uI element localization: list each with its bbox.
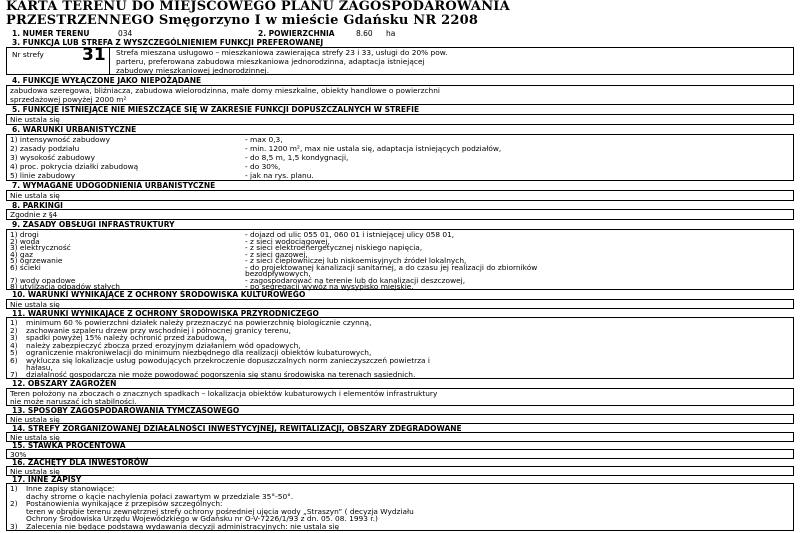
s11-t-6-cont: hałasu, <box>26 363 53 372</box>
s17-t-2b: teren w obrębie terenu zewnętrznej strefy ochrony pośredniej ujęcia wody „Straszyn” ( decyzja Wydziału <box>26 506 414 516</box>
s9-key-3: 3) elektryczność <box>10 243 71 252</box>
s10-text: Nie ustala się <box>10 299 60 309</box>
section-7-box <box>6 190 794 201</box>
s17-t-1b: dachy strome o kącie nachylenia połaci zawartym w przedziale 35°-50°. <box>26 491 294 501</box>
s9-val-5: - z sieci ciepłowniczej lub niskoemisyjnych źródeł lokalnych, <box>245 256 467 265</box>
s6-val-1: - max 0,3, <box>245 135 283 144</box>
section-13-box <box>6 414 794 424</box>
section-7-heading: 7. WYMAGANE UDOGODNIENIA URBANISTYCZNE <box>12 181 216 190</box>
area-value: 8.60 <box>356 29 373 38</box>
s6-key-1: 1) intensywność zabudowy <box>10 135 110 144</box>
s11-t-3: spadki powyżej 15% należy ochronić przed zabudową, <box>26 333 228 342</box>
document-title <box>6 0 794 28</box>
strefa-divider <box>109 47 110 75</box>
s3-line-3: zabudowy mieszkaniowej jednorodzinnej. <box>116 66 270 75</box>
s14-text: Nie ustala się <box>10 432 60 442</box>
s9-key-5: 5) ogrzewanie <box>10 256 63 265</box>
s9-key-4: 4) gaz <box>10 249 34 259</box>
section-8-box <box>6 209 794 220</box>
section-16-box <box>6 466 794 476</box>
s17-t-3: Zalecenia nie będące podstawą wydawania decyzji administracyjnych: nie ustala się <box>26 521 340 531</box>
s8-text: Zgodnie z §4 <box>10 210 58 219</box>
section-17-heading: 17. INNE ZAPISY <box>12 475 82 484</box>
s9-val-8: - po segregacji wywóz na wysypisko miejskie. <box>245 282 414 291</box>
s3-line-1: Strefa mieszana usługowo – mieszkaniowa zawierająca strefy 23 i 33, usługi do 20% pow. <box>116 48 448 57</box>
s11-n-7: 7) <box>10 370 18 379</box>
s4-line-1: zabudowa szeregowa, bliźniacza, zabudowa wielorodzinna, małe domy mieszkalne, obiekty handlowe o powierzchni <box>10 86 440 95</box>
s16-text: Nie ustala się <box>10 466 60 476</box>
section-13-heading: 13. SPOSOBY ZAGOSPODAROWANIA TYMCZASOWEGO <box>12 406 240 415</box>
s12-line-1: Teren położony na zboczach o znacznych spadkach – lokalizacja obiektów kubaturowych i elementów infrastruktury <box>10 388 438 398</box>
s11-t-1: minimum 60 % powierzchni działek należy przeznaczyć na powierzchnię biologicznie czynną, <box>26 318 372 327</box>
section-8-heading: 8. PARKINGI <box>12 201 63 210</box>
section-6-heading: 6. WARUNKI URBANISTYCZNE <box>12 125 137 134</box>
s11-t-2: zachowanie szpaleru drzew przy wschodniej i północnej granicy terenu, <box>26 325 291 335</box>
s15-text: 30% <box>10 449 27 459</box>
section-9-heading: 9. ZASADY OBSŁUGI INFRASTRUKTURY <box>12 220 175 229</box>
s11-n-4: 4) <box>10 340 18 350</box>
s17-n-2: 2) <box>10 499 18 508</box>
s6-val-4: - do 30%, <box>245 162 281 171</box>
title-line-1: KARTA TERENU DO MIEJSCOWEGO PLANU ZAGOSPODAROWANIA <box>6 0 510 14</box>
s9-val-4: - z sieci gazowej, <box>245 249 308 259</box>
s11-t-6: wyklucza się lokalizacje usług powodujących przekroczenie dopuszczalnych norm zanieczyszczeń powietrza i <box>26 355 430 365</box>
section-5-heading: 5. FUNKCJE ISTNIEJĄCE NIE MIESZCZĄCE SIĘ W ZAKRESIE FUNKCJI DOPUSZCZALNYCH W STREFIE <box>12 105 420 114</box>
s9-val-2: - z sieci wodociągowej, <box>245 236 330 246</box>
s3-line-2: parteru, preferowana zabudowa mieszkaniowa jednorodzinna, adaptacja istniejącej <box>116 57 425 66</box>
title-line-2: PRZESTRZENNEGO Smęgorzyno I w mieście Gdańsku NR 2208 <box>6 13 479 28</box>
s6-val-5: - jak na rys. planu. <box>245 171 314 180</box>
section-10-box <box>6 299 794 309</box>
s17-t-1: Inne zapisy stanowiące: <box>26 484 115 493</box>
s9-key-8: 8) utylizacja odpadów stałych <box>10 282 120 291</box>
s6-val-3: - do 8,5 m, 1,5 kondygnacji, <box>245 153 349 162</box>
section-10-heading: 10. WARUNKI WYNIKAJĄCE Z OCHRONY ŚRODOWISKA KULTUROWEGO <box>12 290 306 299</box>
section-2-label: 2. POWIERZCHNIA <box>258 29 335 38</box>
area-unit: ha <box>386 29 396 38</box>
s9-val-6: - do projektowanej kanalizacji sanitarnej, a do czasu jej realizacji do zbiorników <box>245 262 538 272</box>
s9-key-7: 7) wody opadowe <box>10 275 76 285</box>
s7-text: Nie ustala się <box>10 191 60 200</box>
section-5-box <box>6 114 794 125</box>
s13-text: Nie ustala się <box>10 414 60 424</box>
s6-key-3: 3) wysokość zabudowy <box>10 153 95 162</box>
s9-val-1: - dojazd od ulic 055 01, 060 01 i istniejącej ulicy 058 01, <box>245 230 455 239</box>
s17-t-2: Postanowienia wynikające z przepisów szczególnych: <box>26 499 223 508</box>
section-12-heading: 12. OBSZARY ZAGROŻEŃ <box>12 379 117 388</box>
section-1-label: 1. NUMER TERENU <box>12 29 90 38</box>
section-15-heading: 15. STAWKA PROCENTOWA <box>12 441 126 450</box>
s9-val-7: - zagospodarować na terenie lub do kanalizacji deszczowej, <box>245 275 466 285</box>
s11-t-7: działalność gospodarcza nie może powodować pogorszenia się stanu środowiska na terenach sąsiednich. <box>26 370 416 379</box>
section-6-box <box>6 134 794 181</box>
s17-t-2c: Ochrony Środowiska Urzędu Wojewódzkiego w Gdańsku nr O-V-7226/1/93 z dn. 05. 08. 1993 r.) <box>26 514 378 523</box>
s11-n-5: 5) <box>10 348 18 357</box>
section-4-heading: 4. FUNKCJE WYŁĄCZONE JAKO NIEPOŻĄDANE <box>12 76 202 85</box>
s11-n-6: 6) <box>10 355 18 365</box>
s6-key-5: 5) linie zabudowy <box>10 171 76 180</box>
s9-key-6: 6) ścieki <box>10 262 41 272</box>
s11-t-4: należy zabezpieczyć zbocza przed erozyjnym działaniem wód opadowych, <box>26 340 301 350</box>
section-11-heading: 11. WARUNKI WYNIKAJĄCE Z OCHRONY ŚRODOWISKA PRZYRODNICZEGO <box>12 309 319 318</box>
s5-text: Nie ustala się <box>10 115 60 124</box>
s11-n-2: 2) <box>10 325 18 335</box>
s9-key-2: 2) woda <box>10 236 40 246</box>
section-16-heading: 16. ZACHĘTY DLA INWESTORÓW <box>12 458 149 467</box>
s17-n-1: 1) <box>10 484 18 493</box>
s11-n-3: 3) <box>10 333 18 342</box>
s12-line-2: nie może naruszać ich stabilności. <box>10 396 137 406</box>
section-14-heading: 14. STREFY ZORGANIZOWANEJ DZIAŁALNOŚCI INWESTYCYJNEJ, REWITALIZACJI, OBSZARY ZDEGRADOWANE <box>12 424 462 433</box>
s6-key-2: 2) zasady podziału <box>10 144 80 153</box>
section-3-heading: 3. FUNKCJA LUB STREFA Z WYSZCZEGÓLNIENIEM FUNKCJI PREFEROWANEJ <box>12 38 324 47</box>
terrain-number: 034 <box>118 29 133 38</box>
s9-val-3: - z sieci elektroenergetycznej niskiego napięcia, <box>245 243 423 252</box>
s9-key-1: 1) drogi <box>10 230 39 239</box>
strefa-label: Nr strefy <box>12 50 44 59</box>
s11-n-1: 1) <box>10 318 18 327</box>
s9-val-6-cont: bezodpływowych, <box>245 269 311 278</box>
s6-val-2: - min. 1200 m², max nie ustala się, adaptacja istniejących podziałów, <box>245 144 502 153</box>
s11-t-5: ograniczenie makroniwelacji do minimum niezbędnego dla realizacji obiektów kubaturowych, <box>26 348 372 357</box>
s4-line-2: sprzedażowej powyżej 2000 m² <box>10 95 127 104</box>
strefa-number: 31 <box>82 45 106 65</box>
s6-key-4: 4) proc. pokrycia działki zabudową <box>10 162 139 171</box>
s17-n-3: 3) <box>10 521 18 531</box>
